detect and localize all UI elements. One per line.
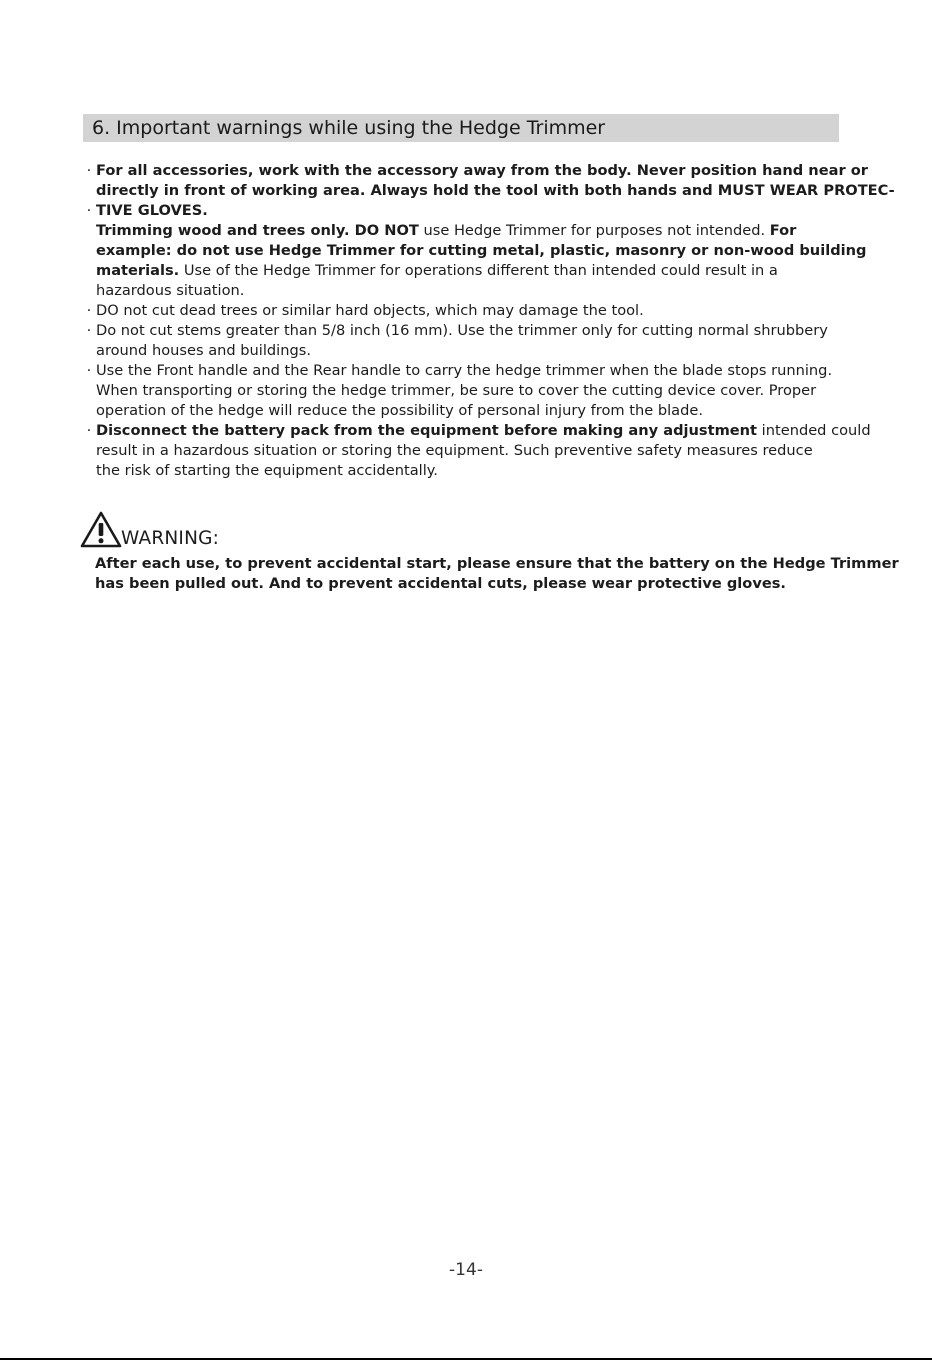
continuation-line xyxy=(96,461,841,481)
bold-text: For all accessories, work with the accessory away from the body. Never position hand near or xyxy=(96,162,868,179)
continuation-line xyxy=(96,181,895,201)
bold-text: materials. xyxy=(96,262,180,279)
bold-text: For xyxy=(769,222,797,239)
warning-text-line: After each use, to prevent accidental start, please ensure that the battery on the Hedge Trimmer xyxy=(95,555,899,572)
body-text: operation of the hedge will reduce the possibility of personal injury from the blade. xyxy=(96,402,703,419)
body-text: Use of the Hedge Trimmer for operations different than intended could result in a xyxy=(179,262,778,279)
bullet-marker: · xyxy=(86,202,92,219)
bold-text: directly in front of working area. Always hold the tool with both hands and MUST WEAR PROTEC- xyxy=(96,182,895,199)
bold-text: TIVE GLOVES. xyxy=(96,202,208,219)
warning-text-line: has been pulled out. And to prevent accidental cuts, please wear protective gloves. xyxy=(95,575,786,592)
warning-title: WARNING: xyxy=(121,528,220,549)
bullet-marker: · xyxy=(86,322,92,339)
bullet-marker: · xyxy=(86,422,92,439)
continuation-line xyxy=(96,261,841,281)
warning-callout xyxy=(80,511,899,592)
body-text: Do not cut stems greater than 5/8 inch (16 mm). Use the trimmer only for cutting normal shrubbery xyxy=(96,322,828,339)
continuation-line xyxy=(96,221,841,241)
warning-triangle-icon xyxy=(80,511,122,548)
body-text: around houses and buildings. xyxy=(96,342,311,359)
bullet-item-line xyxy=(86,301,841,321)
bullet-item-line xyxy=(86,161,868,181)
bullet-item-line xyxy=(86,321,841,341)
body-text: hazardous situation. xyxy=(96,282,245,299)
bullet-marker: · xyxy=(86,302,92,319)
body-text: intended could xyxy=(757,422,871,439)
body-text: use Hedge Trimmer for purposes not intended. xyxy=(418,222,770,239)
bottom-rule xyxy=(0,1358,932,1360)
body-text: the risk of starting the equipment accidentally. xyxy=(96,462,438,479)
page-number: -14- xyxy=(449,1260,483,1280)
continuation-line xyxy=(96,441,841,461)
body-text: result in a hazardous situation or storing the equipment. Such preventive safety measures reduce xyxy=(96,442,813,459)
bold-text: example: do not use Hedge Trimmer for cutting metal, plastic, masonry or non-wood building xyxy=(96,242,867,259)
continuation-line xyxy=(96,241,867,261)
continuation-line xyxy=(96,401,841,421)
bold-text: Disconnect the battery pack from the equipment before making any adjustment xyxy=(96,422,758,439)
body-text: DO not cut dead trees or similar hard objects, which may damage the tool. xyxy=(96,302,644,319)
warning-heading xyxy=(80,511,840,549)
body-text: Use the Front handle and the Rear handle to carry the hedge trimmer when the blade stops running. xyxy=(96,362,833,379)
bullet-marker: · xyxy=(86,362,92,379)
body-text: When transporting or storing the hedge trimmer, be sure to cover the cutting device cover. Proper xyxy=(96,382,817,399)
continuation-line xyxy=(96,381,841,401)
bullet-item-line xyxy=(86,201,841,221)
continuation-line xyxy=(96,341,841,361)
continuation-line xyxy=(96,281,841,301)
warning-text xyxy=(95,554,899,594)
bold-text: Trimming wood and trees only. DO NOT xyxy=(96,222,419,239)
bullet-marker: · xyxy=(86,162,92,179)
warnings-list xyxy=(86,161,895,481)
bullet-item-line xyxy=(86,421,871,441)
bullet-item-line xyxy=(86,361,841,381)
section-title: 6. Important warnings while using the Hedge Trimmer xyxy=(83,114,839,142)
